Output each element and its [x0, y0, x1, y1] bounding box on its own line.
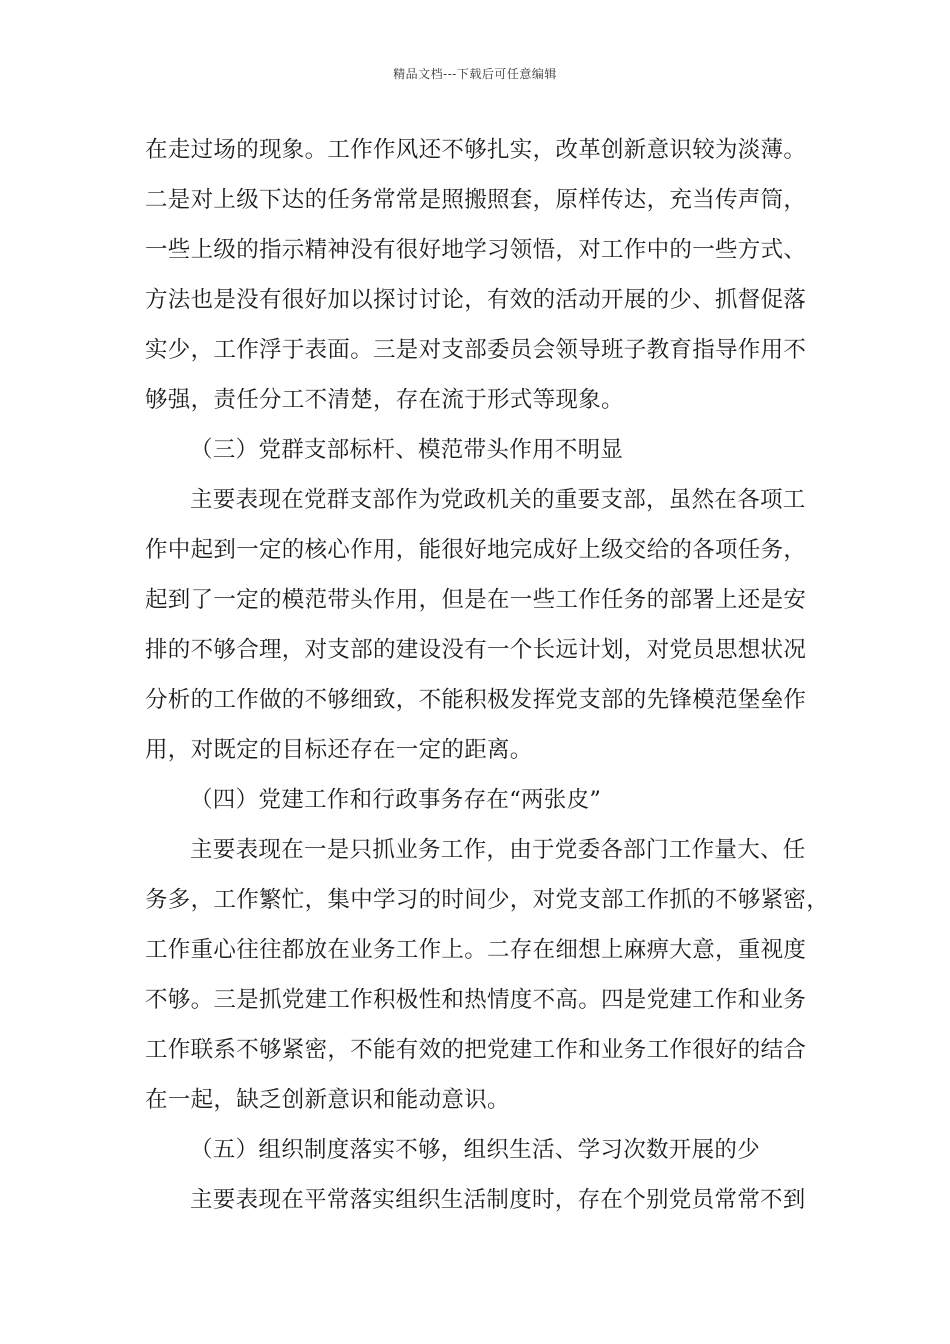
- paragraph-line: 主要表现在一是只抓业务工作，由于党委各部门工作量大、任: [190, 837, 806, 863]
- paragraph-line: 够强，责任分工不清楚，存在流于形式等现象。: [145, 387, 624, 413]
- document-body: [145, 130, 830, 1230]
- paragraph-line: 不够。三是抓党建工作积极性和热情度不高。四是党建工作和业务: [145, 987, 807, 1013]
- paragraph-line: 一些上级的指示精神没有很好地学习领悟，对工作中的一些方式、: [145, 237, 807, 263]
- paragraph-line: 分析的工作做的不够细致，不能积极发挥党支部的先锋模范堡垒作: [145, 687, 807, 713]
- paragraph-line: 工作重心往往都放在业务工作上。二存在细想上麻痹大意，重视度: [145, 937, 807, 963]
- page-header: 精品文档---下载后可任意编辑: [393, 67, 557, 81]
- paragraph-line: 起到了一定的模范带头作用，但是在一些工作任务的部署上还是安: [145, 587, 807, 613]
- paragraph-line: 主要表现在平常落实组织生活制度时，存在个别党员常常不到: [190, 1187, 806, 1213]
- paragraph-line: 方法也是没有很好加以探讨讨论，有效的活动开展的少、抓督促落: [145, 287, 807, 313]
- section-heading-five: （五）组织制度落实不够，组织生活、学习次数开展的少: [190, 1137, 761, 1163]
- paragraph-line: 作中起到一定的核心作用，能很好地完成好上级交给的各项任务，: [145, 537, 807, 563]
- paragraph-line: 务多，工作繁忙，集中学习的时间少，对党支部工作抓的不够紧密，: [145, 887, 830, 913]
- paragraph-line: 实少，工作浮于表面。三是对支部委员会领导班子教育指导作用不: [145, 337, 807, 363]
- paragraph-line: 排的不够合理，对支部的建设没有一个长远计划，对党员思想状况: [145, 637, 807, 663]
- paragraph-line: 主要表现在党群支部作为党政机关的重要支部，虽然在各项工: [190, 487, 806, 513]
- paragraph-line: 用，对既定的目标还存在一定的距离。: [145, 737, 533, 763]
- paragraph-line: 在走过场的现象。工作作风还不够扎实，改革创新意识较为淡薄。: [145, 137, 807, 163]
- paragraph-line: 工作联系不够紧密，不能有效的把党建工作和业务工作很好的结合: [145, 1037, 807, 1063]
- paragraph-line: 在一起，缺乏创新意识和能动意识。: [145, 1087, 510, 1113]
- section-heading-four: （四）党建工作和行政事务存在“两张皮”: [190, 787, 602, 813]
- section-heading-three: （三）党群支部标杆、模范带头作用不明显: [190, 437, 624, 463]
- paragraph-line: 二是对上级下达的任务常常是照搬照套，原样传达，充当传声筒，: [145, 187, 807, 213]
